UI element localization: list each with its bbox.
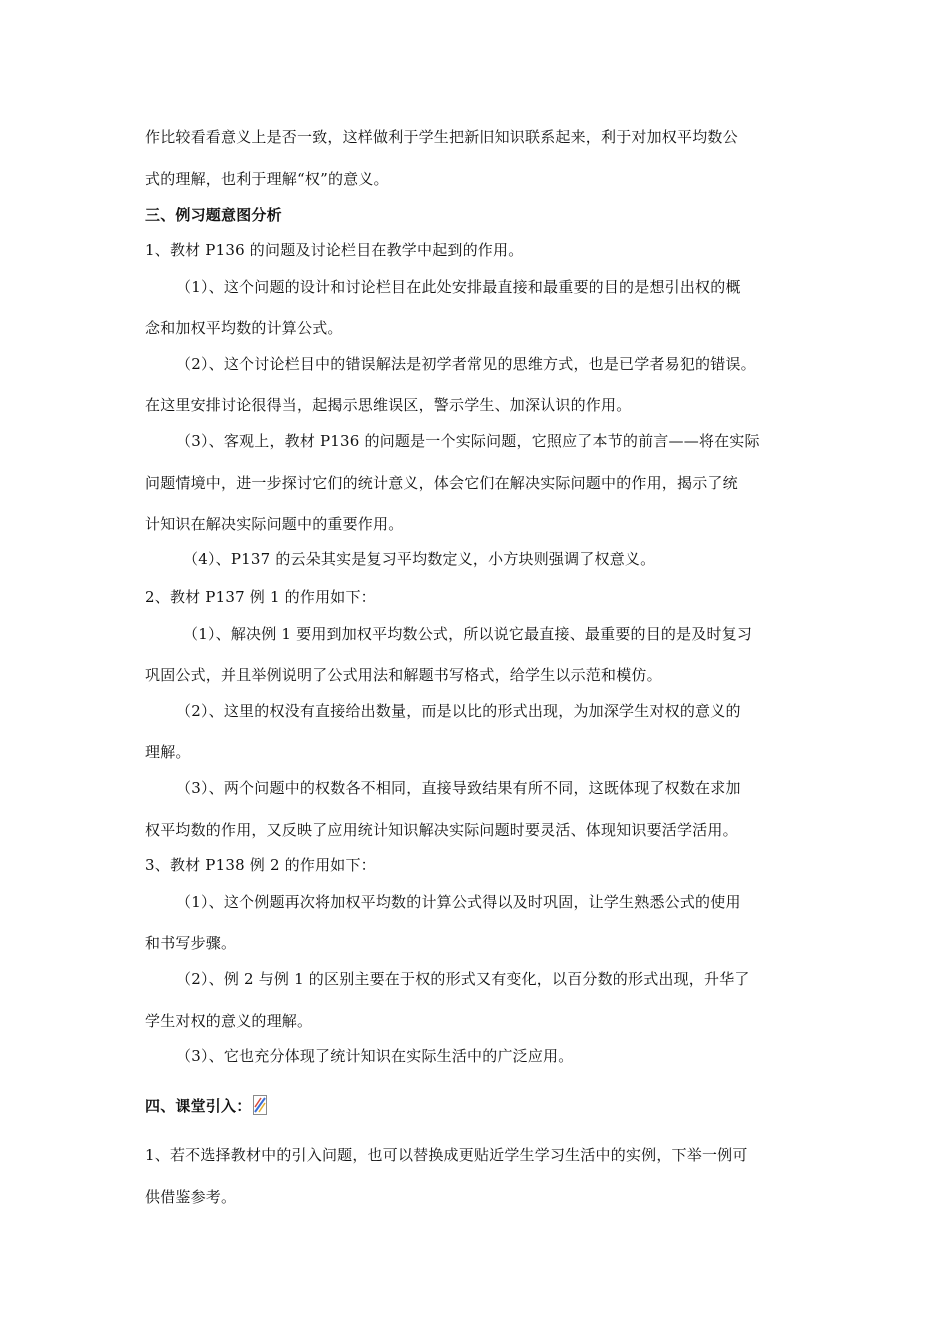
intro-line-1: 作比较看看意义上是否一致，这样做利于学生把新旧知识联系起来，利于对加权平均数公 — [145, 128, 738, 146]
item-3-title: 3、教材 P138 例 2 的作用如下： — [145, 856, 376, 874]
item-2-title: 2、教材 P137 例 1 的作用如下： — [145, 588, 376, 606]
section-4-item-1-line-1: 1、若不选择教材中的引入问题，也可以替换成更贴近学生学习生活中的实例，下举一例可 — [145, 1146, 748, 1164]
section-4-heading: 四、课堂引入： — [145, 1097, 252, 1115]
item-2-sub-3-line-1: （3）、两个问题中的权数各不相同，直接导致结果有所不同，这既体现了权数在求加 — [176, 779, 741, 797]
item-2-sub-2-line-1: （2）、这里的权没有直接给出数量，而是以比的形式出现，为加深学生对权的意义的 — [176, 702, 741, 720]
item-1-sub-2-line-2: 在这里安排讨论很得当，起揭示思维误区，警示学生、加深认识的作用。 — [145, 396, 632, 414]
section-4-item-1-line-2: 供借鉴参考。 — [145, 1188, 237, 1206]
item-1-sub-2-line-1: （2）、这个讨论栏目中的错误解法是初学者常见的思维方式，也是已学者易犯的错误。 — [176, 355, 756, 373]
item-3-sub-3: （3）、它也充分体现了统计知识在实际生活中的广泛应用。 — [176, 1047, 574, 1065]
item-1-title: 1、教材 P136 的问题及讨论栏目在教学中起到的作用。 — [145, 241, 524, 259]
embedded-document-icon[interactable] — [253, 1095, 267, 1115]
intro-line-2: 式的理解，也利于理解“权”的意义。 — [145, 170, 389, 188]
item-1-sub-1-line-2: 念和加权平均数的计算公式。 — [145, 319, 343, 337]
item-3-sub-1-line-1: （1）、这个例题再次将加权平均数的计算公式得以及时巩固，让学生熟悉公式的使用 — [176, 893, 741, 911]
item-3-sub-2-line-2: 学生对权的意义的理解。 — [145, 1012, 313, 1030]
item-1-sub-3-line-1: （3）、客观上，教材 P136 的问题是一个实际问题，它照应了本节的前言——将在实际 — [176, 432, 760, 450]
section-4-heading-row — [145, 1095, 267, 1116]
item-1-sub-3-line-3: 计知识在解决实际问题中的重要作用。 — [145, 515, 404, 533]
item-2-sub-1-line-2: 巩固公式，并且举例说明了公式用法和解题书写格式，给学生以示范和模仿。 — [145, 666, 662, 684]
item-2-sub-2-line-2: 理解。 — [145, 743, 191, 761]
item-1-sub-1-line-1: （1）、这个问题的设计和讨论栏目在此处安排最直接和最重要的目的是想引出权的概 — [176, 278, 741, 296]
item-1-sub-4: （4）、P137 的云朵其实是复习平均数定义，小方块则强调了权意义。 — [183, 550, 656, 568]
item-2-sub-3-line-2: 权平均数的作用，又反映了应用统计知识解决实际问题时要灵活、体现知识要活学活用。 — [145, 821, 738, 839]
item-3-sub-1-line-2: 和书写步骤。 — [145, 934, 237, 952]
section-3-heading: 三、例习题意图分析 — [145, 206, 282, 224]
item-2-sub-1-line-1: （1）、解决例 1 要用到加权平均数公式，所以说它最直接、最重要的目的是及时复习 — [183, 625, 753, 643]
item-1-sub-3-line-2: 问题情境中，进一步探讨它们的统计意义，体会它们在解决实际问题中的作用，揭示了统 — [145, 474, 738, 492]
item-3-sub-2-line-1: （2）、例 2 与例 1 的区别主要在于权的形式又有变化，以百分数的形式出现，升华了 — [176, 970, 750, 988]
